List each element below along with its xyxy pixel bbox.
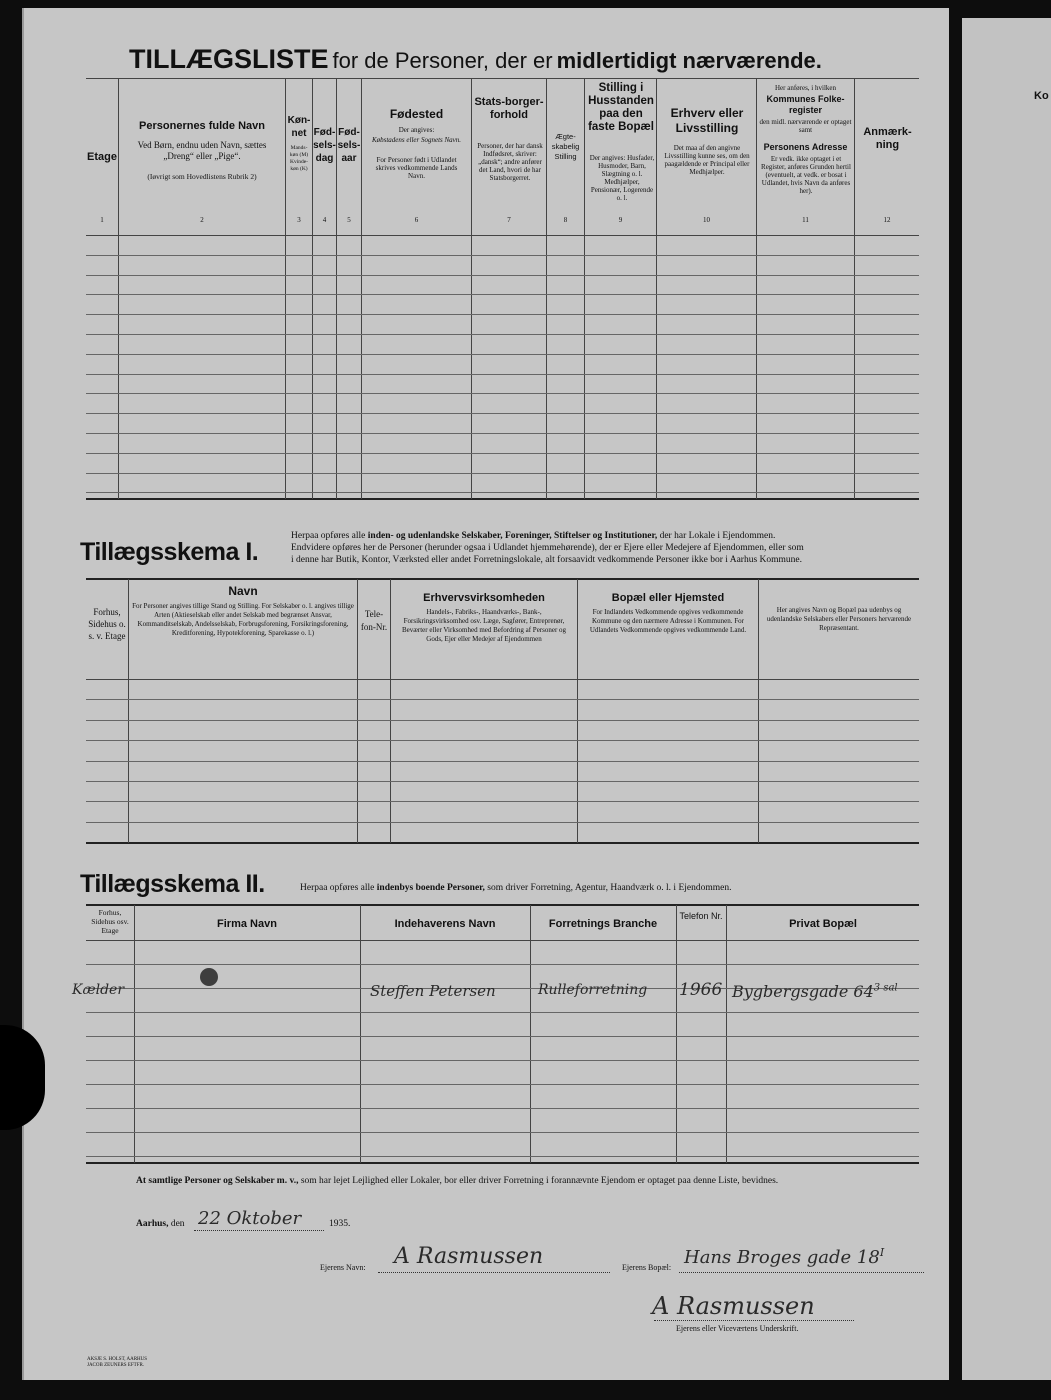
col-name-sub2: (Iøvrigt som Hovedlistens Rubrik 2) bbox=[147, 172, 257, 181]
row-rule bbox=[86, 433, 919, 434]
col-marital-header: Ægte-skabelig Stilling bbox=[551, 132, 580, 161]
title-strong2: midlertidigt nærværende. bbox=[556, 48, 822, 73]
row-rule bbox=[86, 822, 919, 823]
schema2-title: Tillægsskema II. bbox=[80, 870, 265, 898]
schema2-col-etage: Forhus, Sidehus osv. Etage bbox=[91, 908, 129, 935]
col-register-sub1: Her anføres, i hvilken bbox=[774, 84, 837, 92]
row-rule bbox=[86, 1108, 919, 1109]
schema1-col-business-header: Erhvervsvirksomheden bbox=[423, 592, 545, 604]
col-number-2: 2 bbox=[200, 216, 204, 224]
row-rule bbox=[86, 699, 919, 700]
owner-address-text: Hans Broges gade 18 bbox=[684, 1247, 880, 1268]
entry-phone: 1966 bbox=[679, 980, 723, 1000]
form-page bbox=[22, 8, 949, 1380]
date-handwritten: 22 Oktober bbox=[198, 1208, 302, 1229]
col-citizenship-header: Stats-borger-forhold bbox=[474, 96, 544, 121]
row-rule bbox=[86, 1012, 919, 1013]
date-year: 1935. bbox=[329, 1219, 351, 1229]
col-name-header: Personernes fulde Navn bbox=[139, 120, 265, 132]
col-birthplace-sub3: For Personer født i Udlandet skrives vedkommende Lands Navn. bbox=[375, 156, 458, 180]
row-rule bbox=[86, 761, 919, 762]
printer-imprint: AKSJE S. HOLST, AARHUS JACOB ZEUNERS EFTFR. bbox=[87, 1357, 148, 1368]
entry-owner-name: Steffen Petersen bbox=[370, 982, 496, 1000]
col-birthday-header: Fød-sels-dag bbox=[313, 127, 336, 164]
col-birthplace-sub2: Købstadens eller Sognets Navn. bbox=[371, 136, 462, 144]
row-rule bbox=[86, 473, 919, 474]
col-sex-header: Køn-net bbox=[287, 115, 311, 139]
signature-handwritten: A Rasmussen bbox=[652, 1292, 815, 1320]
col-name-sub1: Ved Børn, endnu uden Navn, sættes „Dreng“ eller „Pige“. bbox=[137, 140, 267, 161]
row-rule bbox=[86, 275, 919, 276]
row-rule bbox=[86, 781, 919, 782]
col-number-11: 11 bbox=[802, 216, 809, 224]
schema1-col-business-sub: Handels-, Fabriks-, Haandværks-, Bank-, Forsikringsvirksomhed osv. Læge, Sagfører, Entreprenør, Beværter eller Virksomhed med Befordring af Personer og Gods, Ejer eller Medejer af Ejendommen bbox=[401, 608, 567, 643]
date-underline bbox=[194, 1230, 324, 1231]
schema2-col-branch: Forretnings Branche bbox=[548, 918, 658, 930]
owner-name-underline bbox=[378, 1272, 610, 1273]
schema1-title: Tillægsskema I. bbox=[80, 538, 259, 566]
schema1-col-home-header: Bopæl eller Hjemsted bbox=[611, 592, 725, 604]
row-rule bbox=[86, 964, 919, 965]
schema1-col-home-sub: For Indlandets Vedkommende opgives vedkommende Kommune og den nærmere Adresse i Kommunen. For Udlandets Vedkommende opgives vedkommende Land. bbox=[589, 608, 747, 634]
row-rule bbox=[86, 1036, 919, 1037]
col-number-9: 9 bbox=[618, 216, 623, 224]
col-etage-header: Etage bbox=[87, 151, 117, 163]
row-rule bbox=[86, 1084, 919, 1085]
col-number-6: 6 bbox=[414, 216, 419, 224]
col-register-head1: Kommunes Folke-register bbox=[766, 94, 845, 115]
col-register-sub2: den midl. nærværende er optaget samt bbox=[759, 118, 852, 134]
col-number-4: 4 bbox=[322, 216, 327, 224]
col-number-5: 5 bbox=[347, 216, 351, 224]
schema2-col-owner: Indehaverens Navn bbox=[394, 918, 496, 930]
row-rule bbox=[86, 453, 919, 454]
title-rest: for de Personer, der er bbox=[332, 48, 553, 73]
col-citizenship-sub: Personer, der har dansk Indfødsret, skriver: „dansk“; andre anfører det Land, hvori de har Statsborgerret. bbox=[477, 142, 543, 182]
title-strong: TILLÆGSLISTE bbox=[129, 44, 329, 74]
row-rule bbox=[86, 314, 919, 315]
col-register-head2: Personens Adresse bbox=[763, 142, 848, 152]
adjacent-page-text: Ko bbox=[1034, 90, 1049, 102]
row-rule bbox=[86, 801, 919, 802]
schema1-col-phone: Tele-fon-Nr. bbox=[360, 609, 388, 632]
schema2-col-firm: Firma Navn bbox=[217, 918, 277, 930]
schema1-col-name-header: Navn bbox=[228, 584, 258, 598]
row-rule bbox=[86, 294, 919, 295]
col-number-12: 12 bbox=[883, 216, 891, 224]
schema1-intro: Herpaa opføres alle inden- og udenlandske Selskaber, Foreninger, Stiftelser og Institutioner, der har Lokale i Ejendommen. Endvidere opføres her de Personer (herunder ogsaa i Udlandet hjemmehørende), der er Ejere eller Medejere af Ejendommen, eller som i denne har Butik, Kontor, Værksted eller andet Forretningslokale, alt forsaavidt vedkommende Personer ikke bor i Aarhus Kommune. bbox=[291, 531, 804, 565]
entry-address bbox=[732, 982, 898, 1001]
col-register-sub3: Er vedk. ikke optaget i et Register, anføres Grunden hertil (eventuelt, at vedk. er bosat i Udlandet, hvis Navn da anføres her). bbox=[761, 155, 851, 195]
owner-name-label: Ejerens Navn: bbox=[320, 1263, 366, 1272]
owner-name-handwritten: A Rasmussen bbox=[394, 1244, 544, 1269]
entry-etage: Kælder bbox=[72, 982, 125, 998]
entry-address-street: Bygbergsgade 64 bbox=[732, 982, 874, 1001]
row-rule bbox=[86, 255, 919, 256]
paper-hole-mark bbox=[200, 968, 218, 986]
owner-address-handwritten bbox=[684, 1246, 884, 1268]
entry-address-floor: 3 sal bbox=[873, 982, 898, 994]
signature-underline bbox=[654, 1320, 854, 1321]
col-sex-sub: Mands-køn (M) Kvinde-køn (K) bbox=[289, 145, 309, 172]
schema2-intro: Herpaa opføres alle indenbys boende Personer, som driver Forretning, Agentur, Haandværk o. l. i Ejendommen. bbox=[300, 883, 732, 893]
col-birthplace-header: Fødested bbox=[389, 107, 444, 121]
col-remark-header: Anmærk-ning bbox=[863, 126, 912, 151]
col-number-8: 8 bbox=[563, 216, 568, 224]
col-birthyear-header: Fød-sels-aar bbox=[337, 127, 361, 164]
row-rule bbox=[86, 354, 919, 355]
adjacent-page bbox=[962, 18, 1051, 1380]
col-occupation-header: Erhverv eller Livsstilling bbox=[670, 106, 744, 135]
entry-branch: Rulleforretning bbox=[538, 982, 648, 998]
col-number-10: 10 bbox=[703, 216, 710, 224]
row-rule bbox=[86, 1156, 919, 1157]
col-household-sub: Der angives: Husfader, Husmoder, Barn, Slægtning o. l. Medhjælper, Pensionær, Logerende o. l. bbox=[589, 154, 655, 202]
row-rule bbox=[86, 1060, 919, 1061]
schema2-col-phone: Telefon Nr. bbox=[679, 911, 723, 921]
owner-address-sup: I bbox=[879, 1246, 885, 1259]
signature-label: Ejerens eller Viceværtens Underskrift. bbox=[676, 1324, 799, 1333]
page-title bbox=[129, 44, 929, 75]
row-rule bbox=[86, 720, 919, 721]
row-rule bbox=[86, 1132, 919, 1133]
schema2-col-address: Privat Bopæl bbox=[789, 918, 857, 930]
col-household-header: Stilling i Husstanden paa den faste Bopæl bbox=[588, 82, 654, 133]
owner-address-label: Ejerens Bopæl: bbox=[622, 1263, 672, 1272]
row-rule bbox=[86, 492, 919, 493]
declaration: At samtlige Personer og Selskaber m. v., som har lejet Lejlighed eller Lokaler, bor eller driver Forretning i forannævnte Ejendom er optaget paa denne Liste, bevidnes. bbox=[136, 1176, 779, 1186]
row-rule bbox=[86, 334, 919, 335]
col-number-1: 1 bbox=[100, 216, 104, 224]
col-occupation-sub: Det maa af den angivne Livsstilling kunne ses, om den paagældende er Principal eller Medhjælper. bbox=[664, 144, 750, 176]
col-number-3: 3 bbox=[297, 216, 301, 224]
row-rule bbox=[86, 374, 919, 375]
row-rule bbox=[86, 413, 919, 414]
col-birthplace-sub1: Der angives: bbox=[398, 126, 435, 134]
row-rule bbox=[86, 740, 919, 741]
row-rule bbox=[86, 393, 919, 394]
schema1-col-etage: Forhus, Sidehus o. s. v. Etage bbox=[88, 607, 126, 641]
owner-address-underline bbox=[679, 1272, 924, 1273]
date-line bbox=[136, 1219, 185, 1229]
col-number-7: 7 bbox=[507, 216, 511, 224]
date-den: den bbox=[170, 1219, 185, 1229]
schema1-col-representative: Her angives Navn og Bopæl paa udenbys og udenlandske Selskabers eller Personers herværende Repræsentant. bbox=[766, 606, 912, 632]
place: Aarhus, bbox=[136, 1219, 169, 1229]
schema1-col-name-sub: For Personer angives tillige Stand og Stilling. For Selskaber o. l. angives tillige Arten (Aktieselskab eller andet Selskab med begrænset Ansvar, Kommanditselskab, Andelsselskab, Forbrugsforening, Forsikringsforening, Kreditforening, Hypotekforening, Sparekasse o. l.) bbox=[132, 602, 354, 637]
